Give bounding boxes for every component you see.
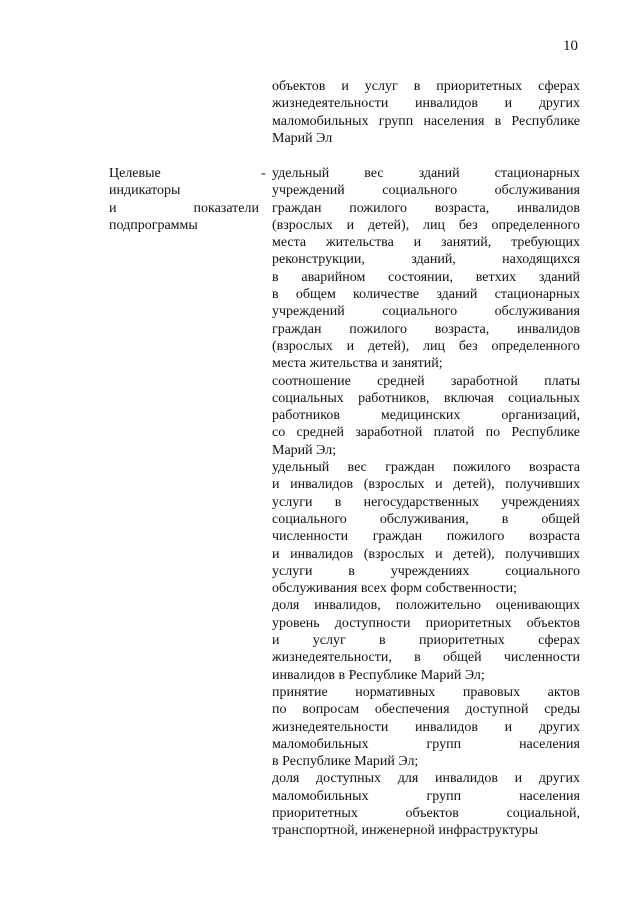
word: граждан xyxy=(372,529,423,545)
word: численности xyxy=(503,650,580,666)
word: стационарных xyxy=(494,287,580,303)
word: Целевые xyxy=(109,166,161,181)
intro-text-block xyxy=(272,78,580,147)
word: услуги xyxy=(272,494,313,510)
text-line xyxy=(272,494,580,511)
word: Марий xyxy=(420,667,465,683)
word: возраста xyxy=(529,460,580,476)
word: инвалидов xyxy=(434,771,498,787)
word: актов xyxy=(547,684,580,700)
word: других xyxy=(538,96,580,112)
word: Эл; xyxy=(464,667,485,683)
word: доля xyxy=(272,771,300,787)
word: лиц xyxy=(423,338,446,354)
word: услуг xyxy=(364,79,398,94)
word: зданий xyxy=(538,269,580,285)
word: уровень xyxy=(272,615,320,631)
word: инвалидов xyxy=(290,477,354,493)
word: находящихся xyxy=(502,252,580,268)
word: и xyxy=(380,356,392,372)
text-line xyxy=(272,78,580,95)
text-line xyxy=(272,390,580,407)
word: Республике xyxy=(282,754,355,770)
word: детей), xyxy=(453,477,495,493)
word: приоритетных xyxy=(272,805,358,821)
word: места xyxy=(272,356,310,372)
text-line xyxy=(272,234,580,251)
word: общей xyxy=(541,511,580,527)
word: инвалидов xyxy=(290,546,354,562)
word: Марий xyxy=(272,130,317,146)
word: и xyxy=(504,96,513,112)
word: инфраструктуры xyxy=(438,823,539,839)
word: социального xyxy=(382,304,458,320)
word: социальных xyxy=(508,390,580,406)
text-line xyxy=(109,165,259,182)
word: соотношение xyxy=(272,373,351,389)
word: платой xyxy=(433,425,475,441)
word: маломобильных xyxy=(272,788,369,804)
text-line xyxy=(272,719,580,736)
word: платы xyxy=(544,373,580,389)
word: для xyxy=(397,771,419,787)
word: Республике xyxy=(511,425,580,441)
word: Марий xyxy=(354,754,399,770)
word: и xyxy=(435,477,443,493)
word: средней xyxy=(377,373,425,389)
word: приоритетных xyxy=(418,633,505,649)
word: пожилого xyxy=(349,321,407,337)
word: услуги xyxy=(272,563,313,579)
word: приоритетных xyxy=(425,615,512,631)
text-line xyxy=(272,355,580,372)
word: нормативных xyxy=(355,684,436,700)
word: групп xyxy=(378,113,414,129)
word: вопросам xyxy=(302,702,360,718)
word: всех xyxy=(360,581,391,597)
word: в xyxy=(413,79,421,94)
word: Эл; xyxy=(316,442,337,458)
text-line xyxy=(272,407,580,424)
word: инвалидов xyxy=(272,667,339,683)
text-line xyxy=(272,528,580,545)
word: и xyxy=(109,200,117,216)
word: в xyxy=(501,511,509,527)
word: со xyxy=(272,425,286,441)
word: обеспечения xyxy=(374,702,450,718)
word: маломобильных xyxy=(272,736,369,752)
word: лиц xyxy=(423,217,446,233)
text-line xyxy=(272,476,580,493)
word: объектов xyxy=(526,615,580,631)
word: в xyxy=(338,667,349,683)
word: индикаторы xyxy=(109,183,181,199)
word: аварийном xyxy=(301,269,366,285)
word: учреждений xyxy=(272,304,345,320)
text-line xyxy=(272,580,580,597)
word: вес xyxy=(347,460,367,476)
word: пожилого xyxy=(452,460,511,476)
word: обслуживания, xyxy=(379,511,469,527)
word: и xyxy=(272,477,280,493)
text-line xyxy=(272,459,580,476)
word: в xyxy=(272,287,279,303)
subprogram-indicators-section xyxy=(109,165,580,865)
text-line xyxy=(272,95,580,112)
word: заработной xyxy=(355,425,423,441)
word: объектов xyxy=(272,79,326,94)
word: инвалидов xyxy=(415,719,478,735)
text-line xyxy=(272,615,580,632)
word: обслуживания xyxy=(494,183,580,199)
word: в xyxy=(334,494,342,510)
word: групп xyxy=(426,736,462,752)
text-line xyxy=(272,736,580,753)
text-line xyxy=(272,770,580,787)
text-line xyxy=(272,373,580,390)
word: численности xyxy=(272,529,349,545)
word: объектов xyxy=(405,805,459,821)
word: работников, xyxy=(358,390,430,406)
word: учреждениях xyxy=(501,494,580,510)
text-line xyxy=(272,269,580,286)
word: средней xyxy=(296,425,345,441)
word: и xyxy=(504,719,513,735)
word: Марий xyxy=(272,442,317,458)
text-line xyxy=(272,321,580,338)
word: включая xyxy=(443,390,494,406)
word: других xyxy=(538,771,580,787)
word: инвалидов xyxy=(517,321,580,337)
text-line xyxy=(272,701,580,718)
word: работников xyxy=(272,408,340,424)
word: жительства xyxy=(325,235,394,251)
word: сферах xyxy=(538,633,580,649)
word: (взрослых xyxy=(272,217,333,233)
word: количестве xyxy=(353,287,420,303)
indicators-text xyxy=(272,165,580,840)
word: пожилого xyxy=(446,529,505,545)
word: и xyxy=(435,546,443,562)
word: сферах xyxy=(538,79,580,94)
word: маломобильных xyxy=(272,113,369,129)
word: и xyxy=(413,235,422,251)
word: Эл; xyxy=(398,754,419,770)
word: вес xyxy=(364,166,384,181)
word: места xyxy=(272,235,307,251)
word: правовых xyxy=(462,684,521,700)
word: населения xyxy=(423,113,485,129)
word: общем xyxy=(295,287,336,303)
label-dash: - xyxy=(261,166,266,181)
word: и xyxy=(514,771,523,787)
word: детей), xyxy=(367,338,410,354)
word: инвалидов xyxy=(517,200,580,216)
word: получивших xyxy=(505,546,580,562)
text-line xyxy=(272,667,580,684)
text-line xyxy=(272,563,580,580)
word: возраста, xyxy=(434,321,490,337)
text-line xyxy=(272,546,580,563)
word: пожилого xyxy=(349,200,407,216)
word: по xyxy=(272,702,287,718)
text-line xyxy=(272,753,580,770)
word: в xyxy=(272,269,279,285)
word: в xyxy=(272,754,283,770)
text-line xyxy=(272,649,580,666)
word: организаций, xyxy=(501,408,580,424)
text-line xyxy=(109,182,259,199)
word: обслуживания xyxy=(494,304,580,320)
text-line xyxy=(272,182,580,199)
word: подпрограммы xyxy=(109,217,198,233)
word: жизнедеятельности xyxy=(272,96,389,112)
word: (взрослых xyxy=(272,338,333,354)
word: без xyxy=(458,338,478,354)
word: (взрослых xyxy=(363,477,425,493)
word: социального xyxy=(382,183,458,199)
word: населения xyxy=(519,736,580,752)
word: получивших xyxy=(505,477,580,493)
word: других xyxy=(538,719,580,735)
word: зданий xyxy=(436,287,478,303)
word: жительства xyxy=(309,356,381,372)
word: заработной xyxy=(450,373,518,389)
word: Республике xyxy=(511,113,580,129)
word: негосударственных xyxy=(363,494,479,510)
word: групп xyxy=(426,788,462,804)
word: удельный xyxy=(272,460,330,476)
word: стационарных xyxy=(494,166,580,181)
text-line xyxy=(272,130,580,147)
word: населения xyxy=(519,788,580,804)
section-label xyxy=(109,165,259,234)
word: обслуживания xyxy=(272,581,361,597)
word: возраста xyxy=(529,529,580,545)
word: удельный xyxy=(272,166,330,181)
word: по xyxy=(485,425,501,441)
page-number: 10 xyxy=(563,38,578,54)
text-line xyxy=(272,511,580,528)
word: жизнедеятельности, xyxy=(272,650,392,666)
text-line xyxy=(272,632,580,649)
text-line xyxy=(272,217,580,234)
word: социальной, xyxy=(506,805,580,821)
word: принятие xyxy=(272,684,328,700)
word: в xyxy=(494,113,502,129)
word: среды xyxy=(544,702,580,718)
word: реконструкции, xyxy=(272,252,365,268)
word: состоянии, xyxy=(388,269,453,285)
text-line xyxy=(109,217,259,234)
word: доступности xyxy=(334,615,411,631)
text-line xyxy=(272,805,580,822)
word: доля xyxy=(272,598,300,614)
word: граждан xyxy=(385,460,435,476)
word: учреждений xyxy=(272,183,345,199)
word: инвалидов xyxy=(415,96,478,112)
word: занятий, xyxy=(441,235,492,251)
word: и xyxy=(341,79,349,94)
word: ветхих xyxy=(475,269,517,285)
word: в xyxy=(414,650,421,666)
word: определенного xyxy=(491,217,580,233)
word: зданий xyxy=(418,166,460,181)
word: инженерной xyxy=(361,823,439,839)
word: Республике xyxy=(348,667,421,683)
text-line xyxy=(272,113,580,130)
text-line xyxy=(272,165,580,182)
word: и xyxy=(346,217,355,233)
word: доступной xyxy=(465,702,529,718)
word: оценивающих xyxy=(495,598,580,614)
word: зданий, xyxy=(411,252,456,268)
word: социальных xyxy=(272,390,344,406)
word: собственности; xyxy=(425,581,518,597)
word: (взрослых xyxy=(363,546,425,562)
text-line xyxy=(272,424,580,441)
text-line xyxy=(272,788,580,805)
word: общей xyxy=(443,650,482,666)
text-line xyxy=(272,286,580,303)
word: определенного xyxy=(491,338,580,354)
word: детей), xyxy=(453,546,495,562)
word: медицинских xyxy=(380,408,461,424)
text-line xyxy=(272,442,580,459)
word: возраста, xyxy=(434,200,490,216)
word: в xyxy=(379,633,386,649)
word: граждан xyxy=(272,321,322,337)
word: услуг xyxy=(312,633,346,649)
word: инвалидов, xyxy=(314,598,381,614)
text-line xyxy=(272,822,580,839)
word: доступных xyxy=(316,771,382,787)
word: социального xyxy=(272,511,347,527)
word: Эл xyxy=(316,130,333,146)
word: социального xyxy=(505,563,580,579)
word: приоритетных xyxy=(436,79,523,94)
word: в xyxy=(348,563,355,579)
word: требующих xyxy=(511,235,580,251)
word: занятий; xyxy=(391,356,443,372)
word: форм xyxy=(390,581,426,597)
text-line xyxy=(272,597,580,614)
word: и xyxy=(346,338,355,354)
text-line xyxy=(272,251,580,268)
text-line xyxy=(272,303,580,320)
word: жизнедеятельности xyxy=(272,719,389,735)
text-line xyxy=(109,200,259,217)
word: граждан xyxy=(272,200,322,216)
text-line xyxy=(272,338,580,355)
word: и xyxy=(272,633,280,649)
word: и xyxy=(272,546,280,562)
text-line xyxy=(272,684,580,701)
word: показатели xyxy=(193,200,259,216)
word: транспортной, xyxy=(272,823,362,839)
word: учреждениях xyxy=(390,563,470,579)
word: детей), xyxy=(367,217,410,233)
text-line xyxy=(272,200,580,217)
word: без xyxy=(458,217,478,233)
word: положительно xyxy=(395,598,481,614)
